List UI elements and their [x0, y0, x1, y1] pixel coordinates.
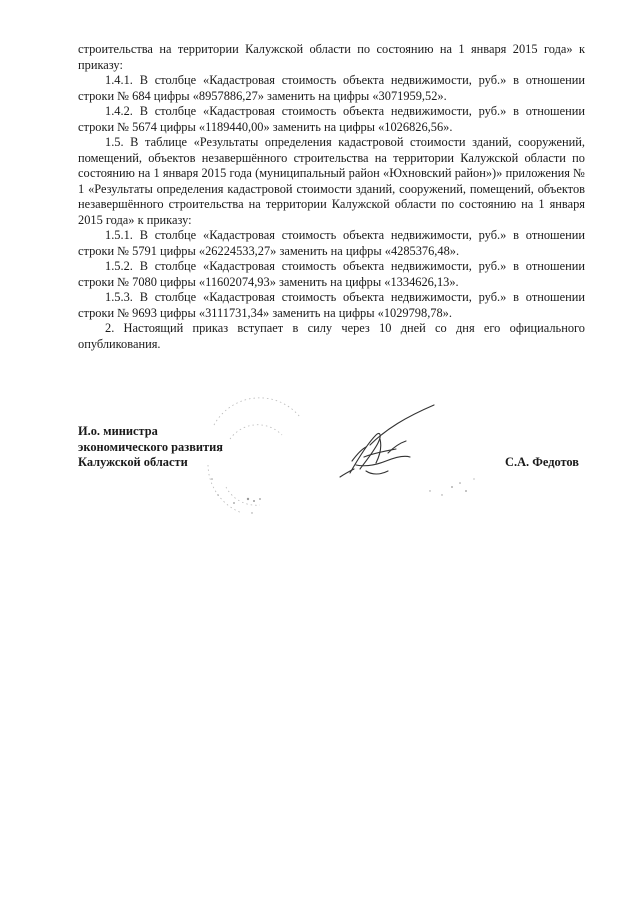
paragraph-1-5-2: 1.5.2. В столбце «Кадастровая стоимость объекта недвижимости, руб.» в отношении строки № 7080 цифры «11602074,93» заменить на цифры «1334626,13». — [78, 259, 585, 289]
paragraph-1-4-1: 1.4.1. В столбце «Кадастровая стоимость объекта недвижимости, руб.» в отношении строки № 684 цифры «8957886,27» заменить на цифры «3071959,52». — [78, 73, 585, 103]
paragraph-1-5-1: 1.5.1. В столбце «Кадастровая стоимость объекта недвижимости, руб.» в отношении строки № 5791 цифры «26224533,27» заменить на цифры «4285376,48». — [78, 228, 585, 258]
signer-position-line-3: Калужской области — [78, 455, 188, 469]
signer-name: С.А. Федотов — [505, 455, 579, 469]
signer-position-line-1: И.о. министра — [78, 424, 158, 438]
paragraph-1-4-2: 1.4.2. В столбце «Кадастровая стоимость объекта недвижимости, руб.» в отношении строки № 5674 цифры «1189440,00» заменить на цифры «1026826,56». — [78, 104, 585, 134]
document-body — [78, 42, 585, 352]
paragraph-continuation: строительства на территории Калужской области по состоянию на 1 января 2015 года» к приказу: — [78, 42, 585, 72]
paragraph-1-5-3: 1.5.3. В столбце «Кадастровая стоимость объекта недвижимости, руб.» в отношении строки № 9693 цифры «3111731,34» заменить на цифры «1029798,78». — [78, 290, 585, 320]
signer-position-line-2: экономического развития — [78, 439, 223, 454]
signature-block — [78, 424, 585, 471]
paragraph-2: 2. Настоящий приказ вступает в силу через 10 дней со дня его официального опубликования. — [78, 321, 585, 351]
paragraph-1-5: 1.5. В таблице «Результаты определения кадастровой стоимости зданий, сооружений, помещений, объектов незавершённого строительства на территории Калужской области по состоянию на 1 января 2015 года (муниципальный район «Юхновский район»)» приложения № 1 «Результаты определения кадастровой стоимости зданий, сооружений, помещений, объектов незавершённого строительства на территории Калужской области по состоянию на 1 января 2015 года» к приказу: — [78, 135, 585, 227]
